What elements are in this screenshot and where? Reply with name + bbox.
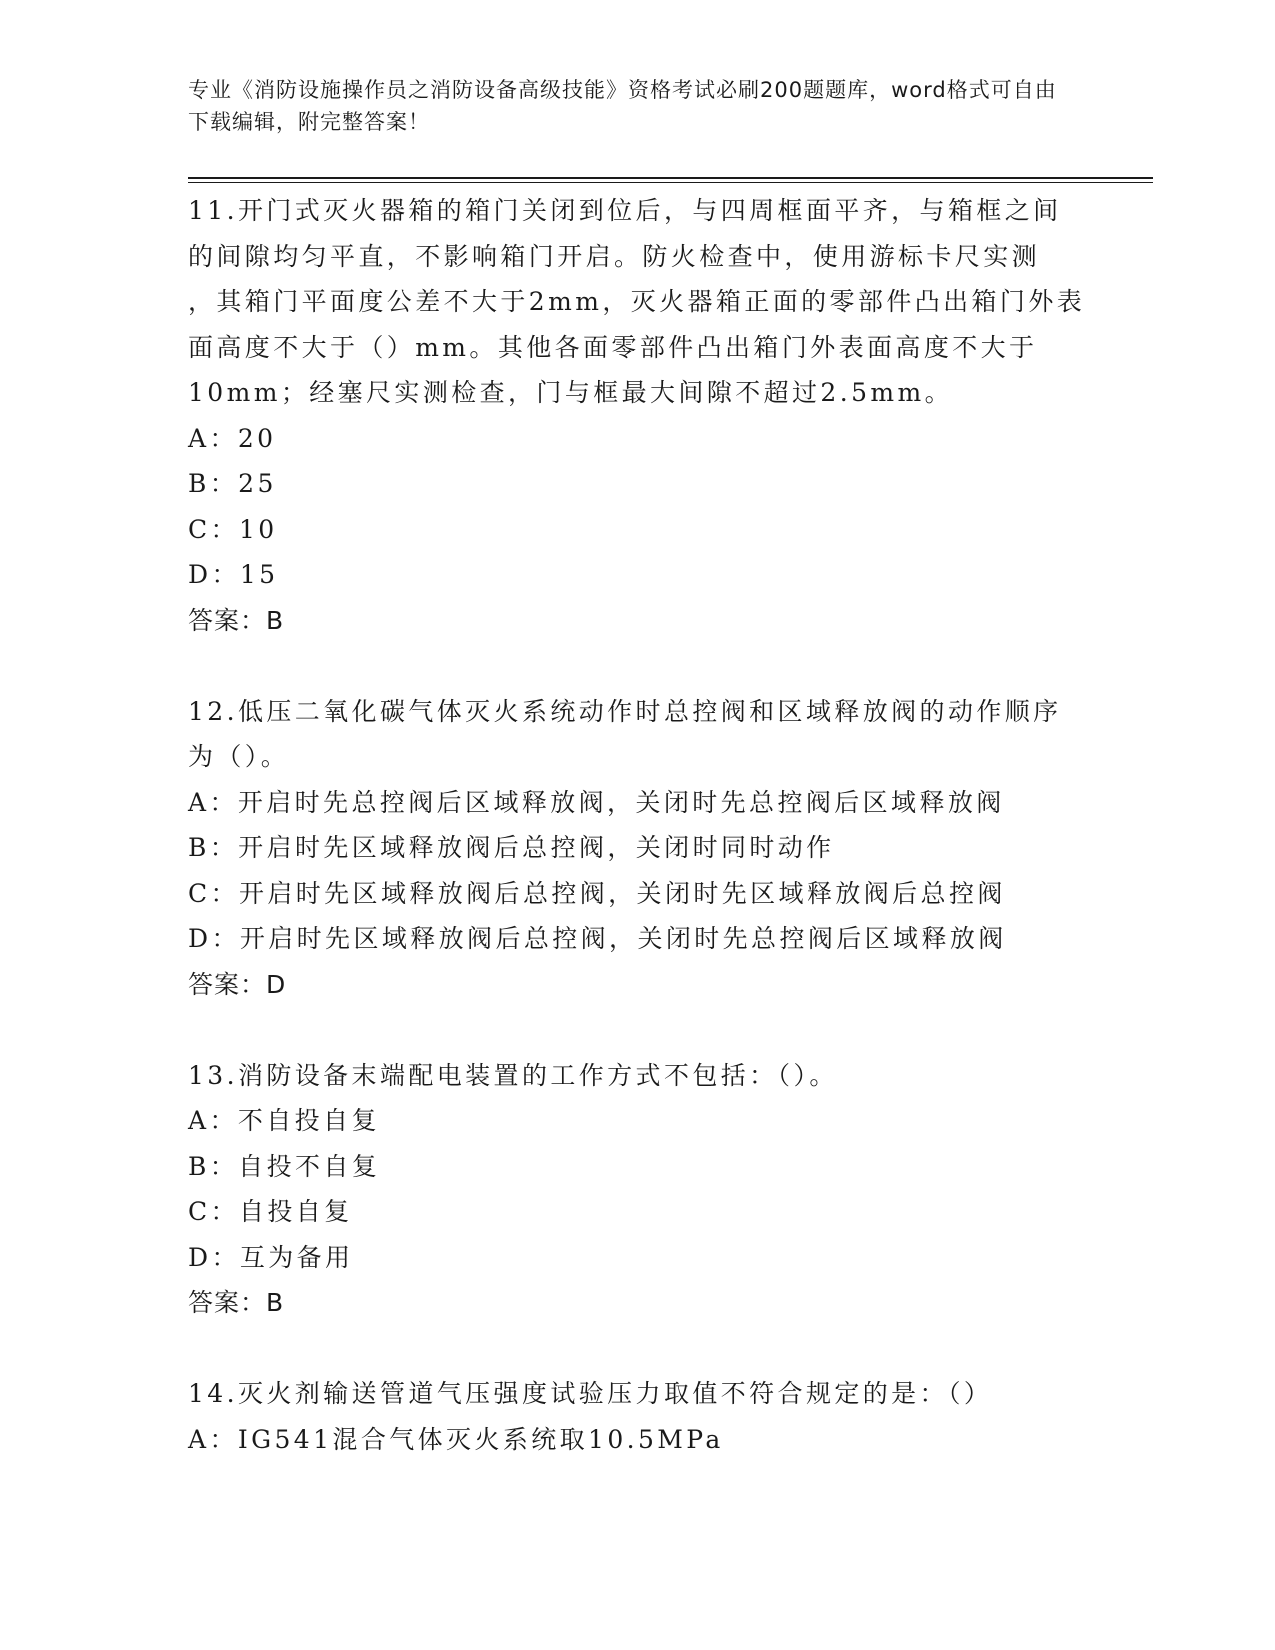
option-d: D：开启时先区域释放阀后总控阀，关闭时先总控阀后区域释放阀 [188, 924, 1007, 953]
stem-line: 的间隙均匀平直，不影响箱门开启。防火检查中，使用游标卡尺实测 [188, 241, 1041, 271]
stem-line: 14.灭火剂输送管道气压强度试验压力取值不符合规定的是：（） [188, 1379, 993, 1408]
option-b: B：开启时先区域释放阀后总控阀，关闭时同时动作 [188, 833, 835, 862]
stem-line: 为（）。 [188, 742, 290, 771]
question-stem [188, 1371, 1093, 1417]
document-header: 专业《消防设施操作员之消防设备高级技能》资格考试必刷200题题库，word格式可自由下载编辑，附完整答案！ [188, 78, 1057, 134]
option-b: B：自投不自复 [188, 1151, 381, 1181]
question-12 [188, 689, 1093, 1008]
question-stem [188, 188, 1093, 416]
option-a: A：20 [188, 423, 277, 453]
option-a: A：开启时先总控阀后区域释放阀，关闭时先总控阀后区域释放阀 [188, 787, 1005, 817]
option-c: C：自投自复 [188, 1197, 353, 1226]
option-d: D：15 [188, 560, 279, 589]
question-14 [188, 1371, 1093, 1462]
question-list [188, 188, 1093, 1462]
question-13 [188, 1053, 1093, 1326]
question-11 [188, 188, 1093, 643]
question-spacer [188, 1007, 1093, 1053]
option-a: A：IG541混合气体灭火系统取10.5MPa [188, 1424, 724, 1454]
stem-line: 11.开门式灭火器箱的箱门关闭到位后，与四周框面平齐，与箱框之间 [188, 196, 1062, 225]
stem-line: 10mm；经塞尺实测检查，门与框最大间隙不超过2.5mm。 [188, 378, 953, 407]
option-d: D：互为备用 [188, 1242, 354, 1272]
header-divider-thick [188, 177, 1153, 179]
answer-label: 答案：B [188, 605, 285, 635]
question-stem [188, 1053, 1093, 1099]
option-c: C：开启时先区域释放阀后总控阀，关闭时先区域释放阀后总控阀 [188, 878, 1006, 908]
stem-line: 13.消防设备末端配电装置的工作方式不包括：（）。 [188, 1060, 838, 1090]
stem-line: ，其箱门平面度公差不大于2mm，灭火器箱正面的零部件凸出箱门外表 [188, 287, 1086, 316]
question-stem [188, 689, 1093, 780]
question-spacer [188, 643, 1093, 689]
option-a: A：不自投自复 [188, 1106, 380, 1135]
stem-line: 面高度不大于（）mm。其他各面零部件凸出箱门外表面高度不大于 [188, 332, 1038, 362]
header-divider-thin [188, 182, 1153, 183]
option-b: B：25 [188, 469, 277, 498]
answer-label: 答案：D [188, 969, 287, 999]
option-c: C：10 [188, 514, 278, 544]
question-spacer [188, 1326, 1093, 1372]
stem-line: 12.低压二氧化碳气体灭火系统动作时总控阀和区域释放阀的动作顺序 [188, 696, 1062, 726]
answer-label: 答案：B [188, 1288, 285, 1317]
